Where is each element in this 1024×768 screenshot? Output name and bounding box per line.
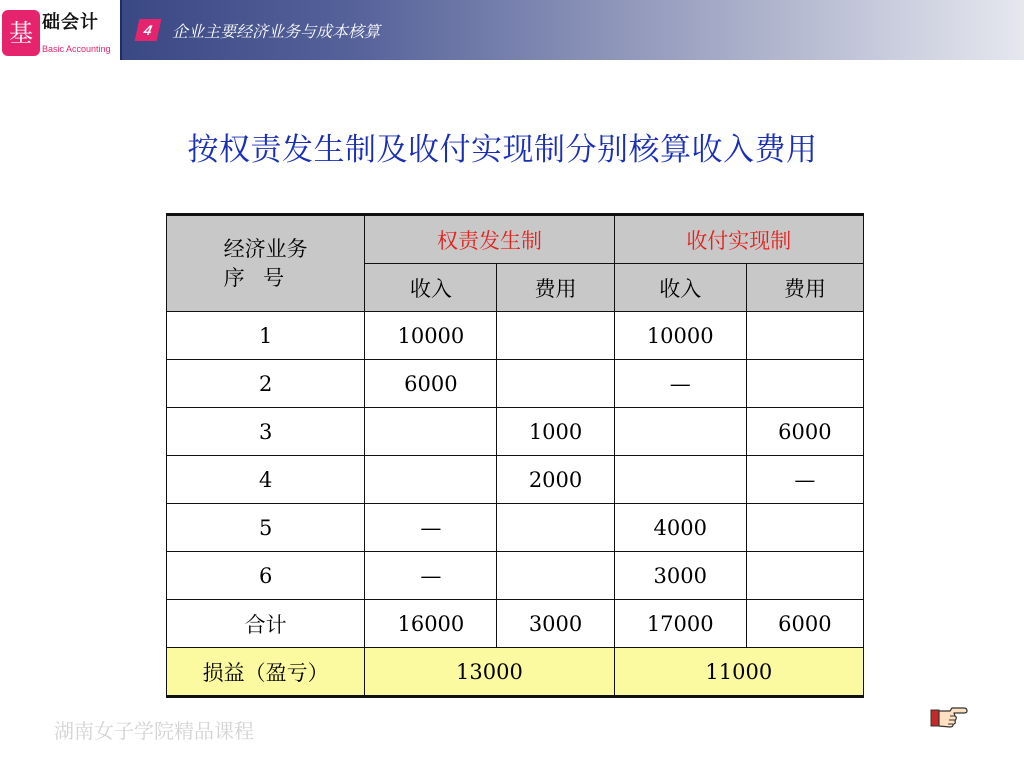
header-accrual-basis: 权责发生制 [365,215,614,264]
cell-cash-expense: 6000 [746,408,863,456]
cell-cash-revenue [614,456,746,504]
subheader-cash-expense: 费用 [746,264,863,312]
cell-accrual-revenue [365,456,497,504]
header-business-line2: 序 号 [223,265,290,290]
table-row [167,312,864,360]
logo [0,0,122,60]
cell-accrual-revenue: 6000 [365,360,497,408]
cell-accrual-revenue: 10000 [365,312,497,360]
cell-accrual-expense [497,312,614,360]
page-title: 按权责发生制及收付实现制分别核算收入费用 [187,132,818,168]
row-id-total: 合计 [167,600,365,648]
table-header-row [167,215,864,264]
row-id: 1 [167,312,365,360]
subheader-cash-revenue: 收入 [614,264,746,312]
cell-cash-revenue: 17000 [614,600,746,648]
cell-accrual-revenue: — [365,504,497,552]
row-id: 6 [167,552,365,600]
header-cash-basis: 收付实现制 [614,215,863,264]
logo-subtitle: Basic Accounting [42,44,111,54]
cell-cash-expense: — [746,456,863,504]
cell-cash-expense [746,504,863,552]
cell-cash-expense [746,552,863,600]
logo-mark: 基 [2,10,40,56]
header-banner [0,0,1024,60]
table-row [167,552,864,600]
cell-accrual-expense [497,504,614,552]
table-row [167,408,864,456]
table-total-row [167,600,864,648]
cell-accrual-expense: 1000 [497,408,614,456]
profit-label: 损益（盈亏） [167,648,365,697]
cell-cash-revenue: 4000 [614,504,746,552]
row-id: 2 [167,360,365,408]
subheader-accrual-expense: 费用 [497,264,614,312]
logo-title: 础会计 [42,12,99,33]
row-id: 3 [167,408,365,456]
cell-accrual-revenue: — [365,552,497,600]
cell-cash-revenue: 3000 [614,552,746,600]
cell-accrual-expense: 2000 [497,456,614,504]
subheader-accrual-revenue: 收入 [365,264,497,312]
cell-cash-expense [746,360,863,408]
header-business-number [167,215,365,312]
cell-cash-revenue [614,408,746,456]
accounting-comparison-table [166,213,864,698]
cell-accrual-expense: 3000 [497,600,614,648]
table-row [167,360,864,408]
profit-accrual-value: 13000 [365,648,614,697]
cell-accrual-expense [497,360,614,408]
table-row [167,504,864,552]
pointing-hand-icon[interactable] [928,700,968,734]
cell-cash-expense: 6000 [746,600,863,648]
cell-accrual-expense [497,552,614,600]
cell-accrual-revenue: 16000 [365,600,497,648]
table-profit-row [167,648,864,697]
cell-accrual-revenue [365,408,497,456]
header-business-line1: 经济业务 [223,237,308,262]
cell-cash-revenue: 10000 [614,312,746,360]
chapter-title: 企业主要经济业务与成本核算 [172,22,381,41]
cell-cash-revenue: — [614,360,746,408]
row-id: 4 [167,456,365,504]
chapter-number: 4 [135,19,162,41]
table-row [167,456,864,504]
profit-cash-value: 11000 [614,648,863,697]
row-id: 5 [167,504,365,552]
cell-cash-expense [746,312,863,360]
footer-course-label: 湖南女子学院精品课程 [54,719,254,743]
